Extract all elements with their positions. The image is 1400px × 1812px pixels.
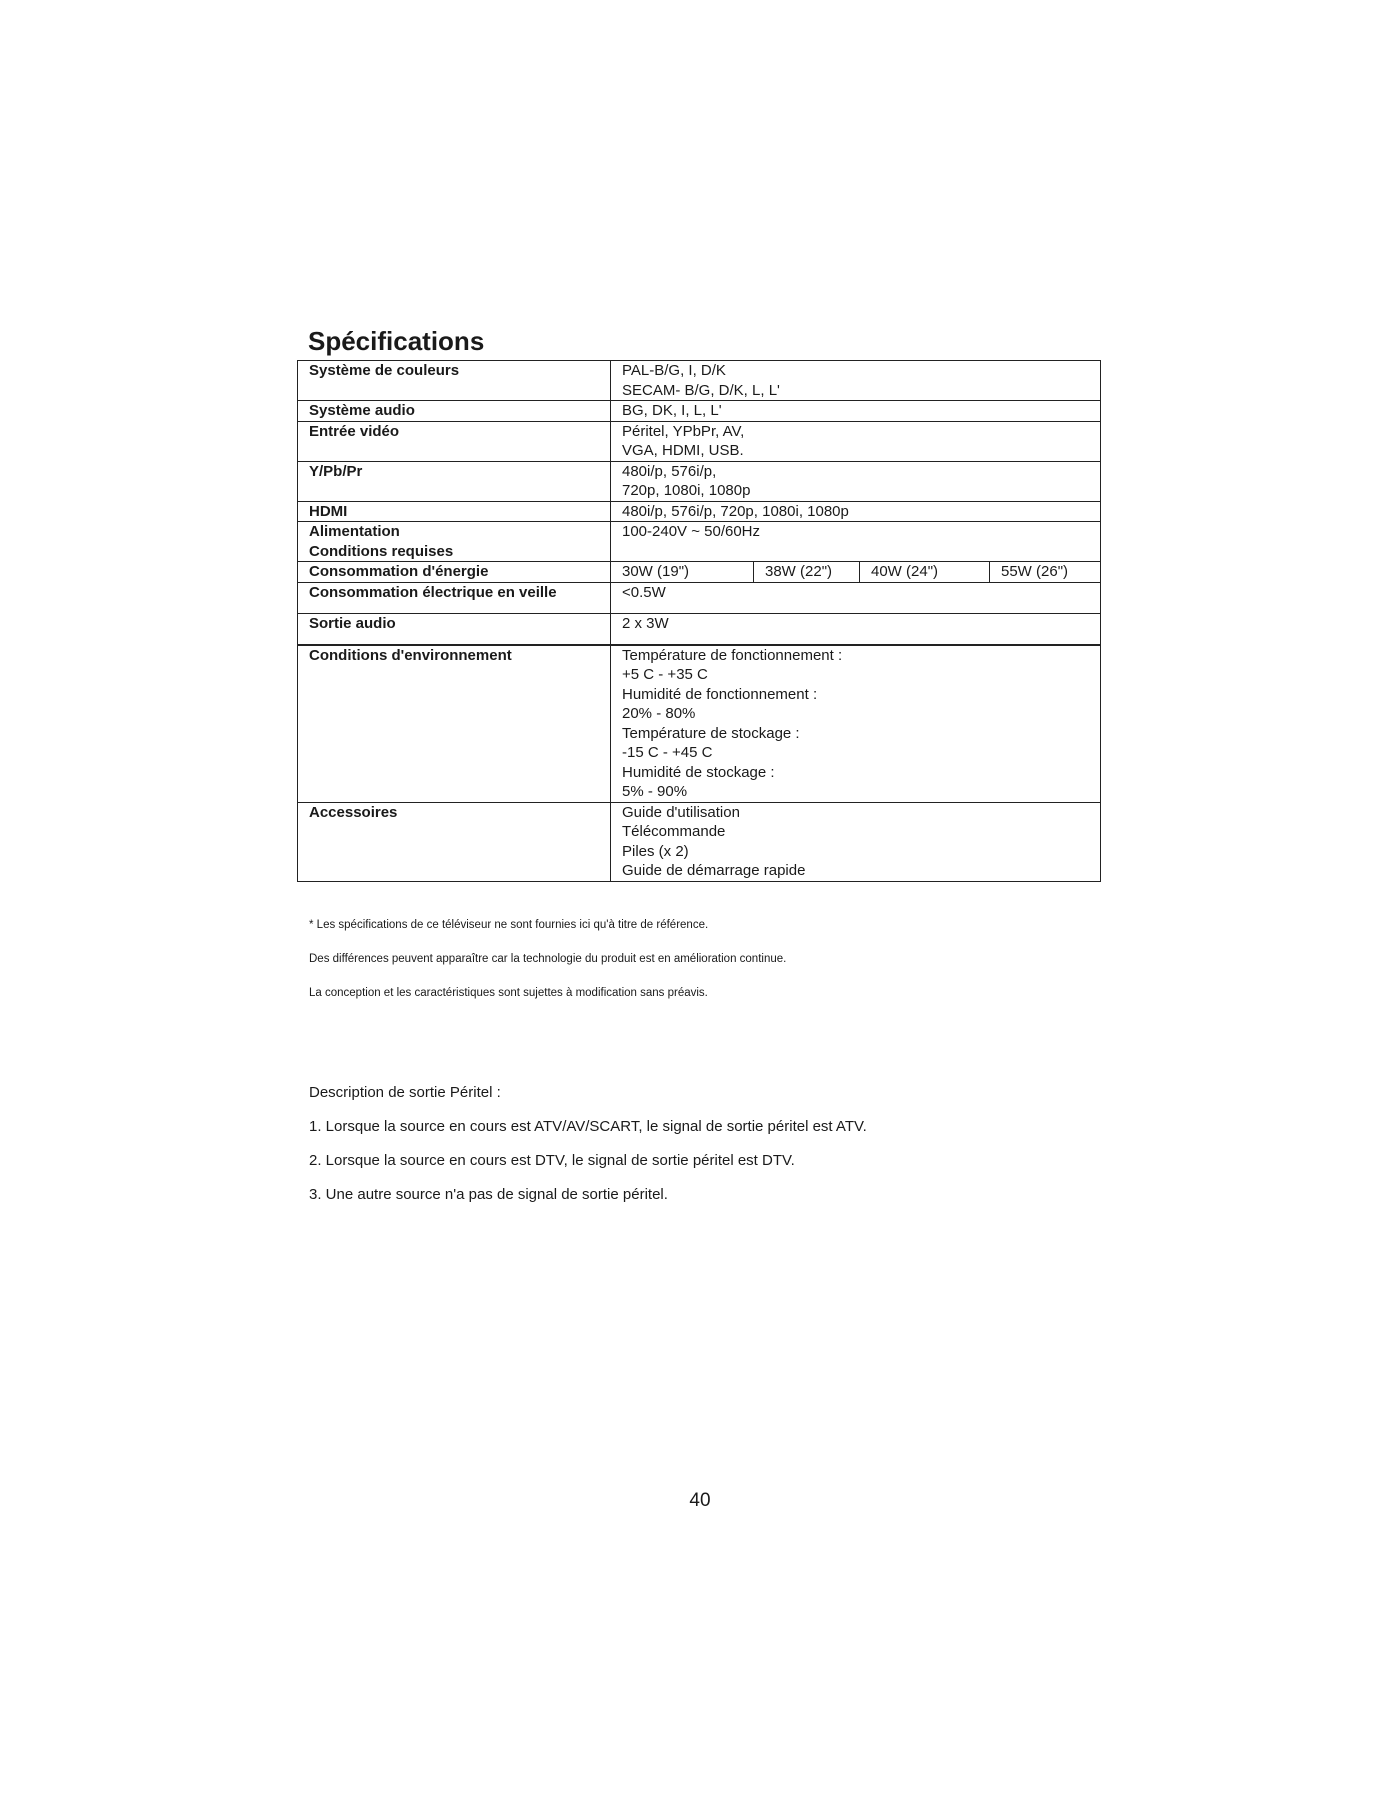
- spec-label: HDMI: [298, 501, 611, 522]
- scart-item: 2. Lorsque la source en cours est DTV, le signal de sortie péritel est DTV.: [309, 1152, 795, 1169]
- spec-row: [298, 501, 1101, 522]
- power-value: 40W (24"): [859, 562, 989, 582]
- spec-label: Consommation d'énergie: [298, 562, 611, 583]
- spec-label: Y/Pb/Pr: [298, 461, 611, 501]
- specifications-table: [297, 360, 1101, 882]
- spec-value: Température de fonctionnement : +5 C - +35 C Humidité de fonctionnement : 20% - 80% Température de stockage : -15 C - +45 C Humidité de stockage : 5% - 90%: [611, 645, 1101, 803]
- spec-value: BG, DK, I, L, L': [611, 401, 1101, 422]
- spec-value: 2 x 3W: [611, 613, 1101, 645]
- spec-row: [298, 522, 1101, 562]
- spec-row: [298, 802, 1101, 881]
- page-title: Spécifications: [308, 326, 485, 356]
- spec-row: [298, 461, 1101, 501]
- power-value: 30W (19"): [622, 563, 690, 580]
- spec-value: Guide d'utilisation Télécommande Piles (x 2) Guide de démarrage rapide: [611, 802, 1101, 881]
- spec-label: Sortie audio: [298, 613, 611, 645]
- power-consumption-values: [611, 562, 1100, 582]
- spec-row: [298, 582, 1101, 613]
- spec-row: [298, 645, 1101, 803]
- spec-label: Conditions d'environnement: [298, 645, 611, 803]
- spec-value: 100-240V ~ 50/60Hz: [611, 522, 1101, 562]
- spec-label: Système audio: [298, 401, 611, 422]
- spec-label: Alimentation Conditions requises: [298, 522, 611, 562]
- page-number: 40: [689, 1490, 711, 1511]
- disclaimer-note: La conception et les caractéristiques sont sujettes à modification sans préavis.: [309, 987, 708, 999]
- spec-row: [298, 562, 1101, 583]
- spec-value: PAL-B/G, I, D/K SECAM- B/G, D/K, L, L': [611, 361, 1101, 401]
- spec-label: Système de couleurs: [298, 361, 611, 401]
- scart-item: 1. Lorsque la source en cours est ATV/AV/SCART, le signal de sortie péritel est ATV.: [309, 1118, 867, 1135]
- power-value: 55W (26"): [989, 562, 1100, 582]
- spec-label: Entrée vidéo: [298, 421, 611, 461]
- scart-item: 3. Une autre source n'a pas de signal de sortie péritel.: [309, 1186, 668, 1203]
- spec-label: Accessoires: [298, 802, 611, 881]
- disclaimer-note: * Les spécifications de ce téléviseur ne sont fournies ici qu'à titre de référence.: [309, 919, 709, 931]
- spec-row: [298, 421, 1101, 461]
- spec-value: <0.5W: [611, 582, 1101, 613]
- spec-row: [298, 361, 1101, 401]
- scart-heading: Description de sortie Péritel :: [309, 1084, 501, 1101]
- spec-value: 480i/p, 576i/p, 720p, 1080i, 1080p: [611, 461, 1101, 501]
- spec-label: Consommation électrique en veille: [298, 582, 611, 613]
- spec-value: Péritel, YPbPr, AV, VGA, HDMI, USB.: [611, 421, 1101, 461]
- power-consumption-cell: [611, 562, 1101, 583]
- spec-row: [298, 401, 1101, 422]
- power-value: 38W (22"): [753, 562, 859, 582]
- disclaimer-note: Des différences peuvent apparaître car la technologie du produit est en amélioration continue.: [309, 953, 787, 965]
- spec-value: 480i/p, 576i/p, 720p, 1080i, 1080p: [611, 501, 1101, 522]
- spec-row: [298, 613, 1101, 645]
